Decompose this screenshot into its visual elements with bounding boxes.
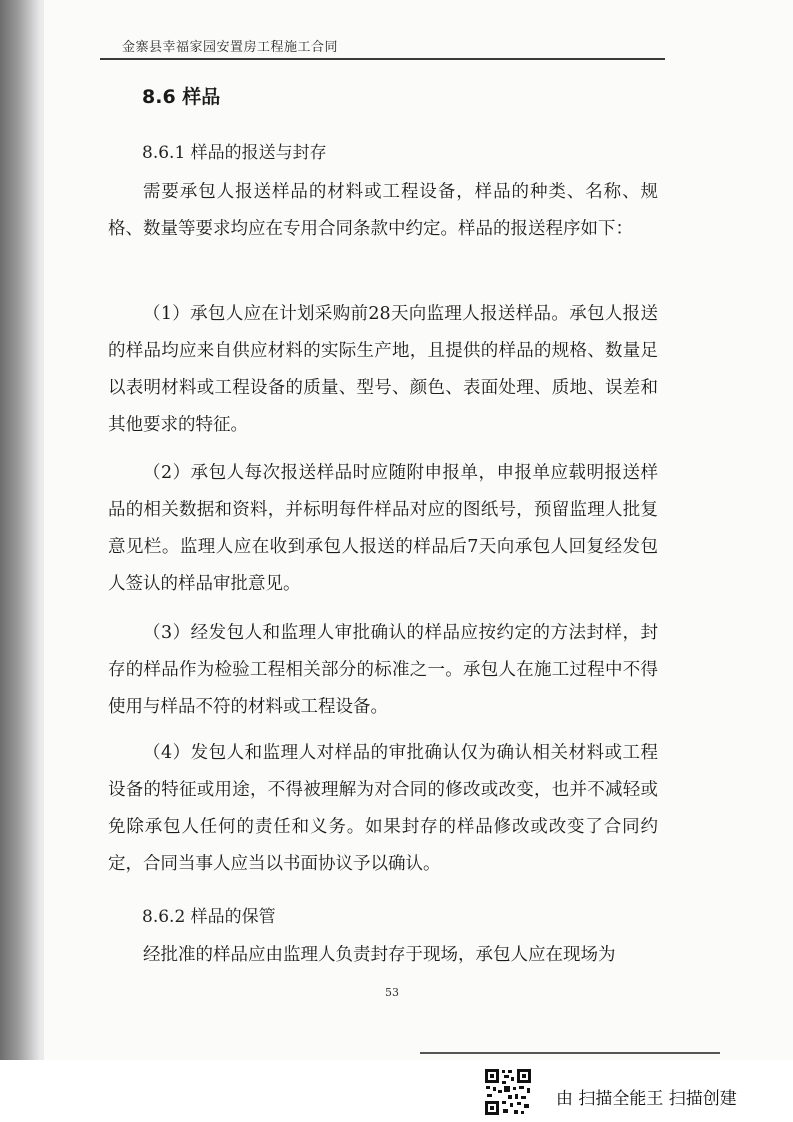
item-paragraph-4: （4）发包人和监理人对样品的审批确认仅为确认相关材料或工程设备的特征或用途，不得被理解为对合同的修改或改变，也并不减轻或免除承包人任何的责任和义务。如果封存的样品修改或改变了合同约定，合同当事人应当以书面协议予以确认。 xyxy=(108,743,658,874)
item-paragraph-3: （3）经发包人和监理人审批确认的样品应按约定的方法封样，封存的样品作为检验工程相关部分的标准之一。承包人在施工过程中不得使用与样品不符的材料或工程设备。 xyxy=(108,623,658,717)
qr-code-icon xyxy=(484,1068,532,1116)
storage-paragraph: 经批准的样品应由监理人负责封存于现场，承包人应在现场为 xyxy=(143,945,616,965)
header-divider xyxy=(100,58,665,60)
page-number: 53 xyxy=(385,986,399,999)
header-title: 金寨县幸福家园安置房工程施工合同 xyxy=(122,40,339,55)
section-title: 8.6 样品 xyxy=(142,86,221,108)
subsection-title-1: 8.6.1 样品的报送与封存 xyxy=(142,143,327,163)
subsection-title-2: 8.6.2 样品的保管 xyxy=(142,907,276,927)
item-paragraph-2: （2）承包人每次报送样品时应随附申报单，申报单应载明报送样品的相关数据和资料，并标明每件样品对应的图纸号，预留监理人批复意见栏。监理人应在收到承包人报送的样品后7天向承包人回复经发包人签认的样品审批意见。 xyxy=(108,463,658,594)
item-paragraph-1: （1）承包人应在计划采购前28天向监理人报送样品。承包人报送的样品均应来自供应材料的实际生产地，且提供的样品的规格、数量足以表明材料或工程设备的质量、型号、颜色、表面处理、质地、误差和其他要求的特征。 xyxy=(108,304,658,435)
footer-divider xyxy=(420,1052,720,1054)
intro-paragraph: 需要承包人报送样品的材料或工程设备，样品的种类、名称、规格、数量等要求均应在专用合同条款中约定。样品的报送程序如下： xyxy=(108,182,658,239)
scanner-brand-text: 由 扫描全能王 扫描创建 xyxy=(556,1089,737,1109)
